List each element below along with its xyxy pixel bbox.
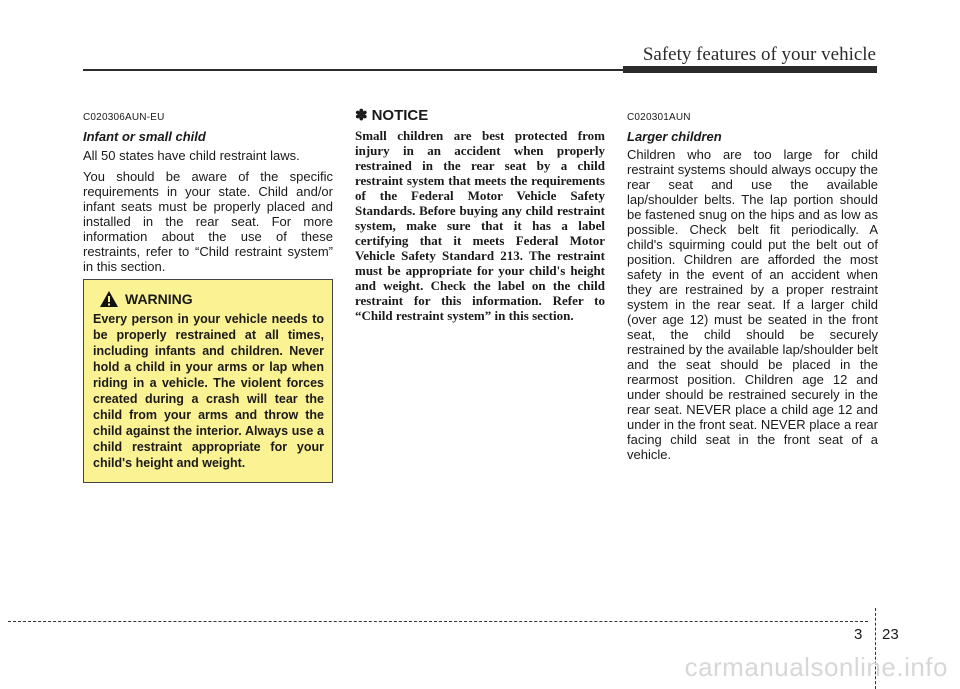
header-rule	[83, 69, 623, 71]
notice-title: NOTICE	[371, 107, 429, 124]
chapter-number: 3	[854, 626, 863, 643]
notice-body: Small children are best protected from injury in an accident when properly restrained in the rear seat by a child restraint system that meets the requirements of the Federal Motor Vehicle Safety Standards. Before buying any child restraint system, make sure that it has a label certifying that it meets Federal Motor Vehicle Safety Standard 213. The restraint must be appropriate for your child's height and weight. Check the label on the child restraint for this information. Refer to “Child restraint system” in this section.	[355, 128, 605, 323]
section-code: C020306AUN-EU	[83, 112, 165, 123]
section-subheading: Larger children	[627, 129, 722, 144]
section-code: C020301AUN	[627, 112, 691, 123]
watermark: carmanualsonline.info	[684, 652, 948, 682]
page-header-title: Safety features of your vehicle	[642, 44, 876, 65]
footer-divider	[8, 621, 868, 622]
notice-header	[355, 107, 605, 124]
star-icon: ✽	[355, 107, 368, 124]
middle-column	[355, 107, 605, 323]
warning-body: Every person in your vehicle needs to be properly restrained at all times, including infants and children. Never hold a child in your arms or lap when riding in a vehicle. The violent forces created during a crash will tear the child from your arms and throw the child against the interior. Always use a child restraint appropriate for your child's height and weight.	[93, 312, 324, 470]
header-rule-bold	[623, 66, 877, 73]
left-column	[83, 112, 333, 280]
paragraph: You should be aware of the specific requirements in your state. Child and/or infant seats must be properly placed and installed in the rear seat. For more information about the use of these restraints, refer to “Child restraint system” in this section.	[83, 169, 333, 274]
page-number: 23	[882, 626, 899, 643]
paragraph: All 50 states have child restraint laws.	[83, 148, 300, 163]
warning-header	[99, 290, 324, 308]
warning-box	[83, 279, 333, 483]
warning-title: WARNING	[125, 291, 193, 307]
right-column	[627, 112, 878, 468]
warning-triangle-icon	[99, 290, 119, 308]
section-subheading: Infant or small child	[83, 129, 206, 144]
paragraph: Children who are too large for child restraint systems should always occupy the rear seat and use the available lap/shoulder belts. The lap portion should be fastened snug on the hips and as low as possible. Check belt fit periodically. A child's squirming could put the belt out of position. Children are afforded the most safety in the event of an accident when they are restrained by a proper restraint system in the rear seat. If a larger child (over age 12) must be seated in the front seat, the child should be securely restrained by the available lap/shoulder belt and the seat should be placed in the rearmost position. Children age 12 and under should be restrained securely in the rear seat. NEVER place a child age 12 and under in the front seat. NEVER place a rear facing child seat in the front seat of a vehicle.	[627, 147, 878, 462]
